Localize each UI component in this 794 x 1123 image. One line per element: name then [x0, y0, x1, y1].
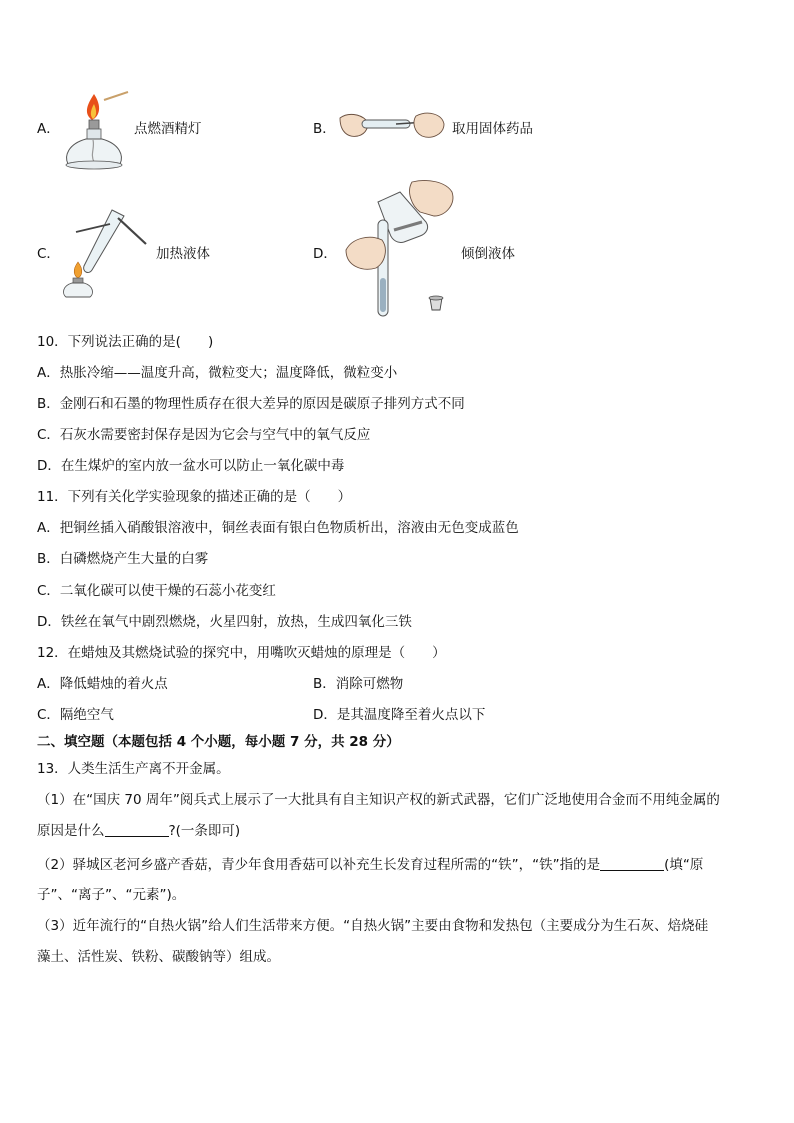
answer-blank-2[interactable]	[600, 856, 664, 871]
pouring-liquid-icon	[342, 178, 464, 320]
answer-blank-1[interactable]	[105, 822, 169, 837]
option-a: A．降低蜡烛的着火点	[37, 676, 168, 692]
option-label: 取用固体药品	[452, 121, 533, 137]
part-2-line-1	[37, 856, 703, 874]
question-stem: 10．下列说法正确的是( )	[37, 334, 214, 350]
option-letter: D．	[313, 246, 337, 262]
section-heading: 二、填空题（本题包括 4 个小题，每小题 7 分，共 28 分）	[37, 734, 400, 750]
part-3-line-2: 藻土、活性炭、铁粉、碳酸钠等）组成。	[37, 949, 280, 965]
part-2-text-b: (填“原	[664, 857, 704, 873]
option-c: C．二氧化碳可以使干燥的石蕊小花变红	[37, 583, 276, 599]
option-label: 加热液体	[156, 246, 210, 262]
part-2-text-a: （2）驿城区老河乡盛产香菇，青少年食用香菇可以补充生长发育过程所需的“铁”，“铁”指的是	[37, 857, 601, 873]
part-1-text-a: 原因是什么	[37, 823, 105, 839]
option-a: A．热胀冷缩——温度升高，微粒变大；温度降低，微粒变小	[37, 365, 398, 381]
part-1-line-1: （1）在“国庆 70 周年”阅兵式上展示了一大批具有自主知识产权的新式武器，它们广泛地使用合金而不用纯金属的	[37, 792, 720, 808]
question-stem: 11．下列有关化学实验现象的描述正确的是（ ）	[37, 489, 352, 505]
option-b: B．白磷燃烧产生大量的白雾	[37, 551, 209, 567]
heating-liquid-icon	[62, 204, 156, 300]
option-d: D．是其温度降至着火点以下	[313, 707, 486, 723]
option-c: C．石灰水需要密封保存是因为它会与空气中的氧气反应	[37, 427, 371, 443]
option-letter: B．	[313, 121, 336, 137]
option-b: B．消除可燃物	[313, 676, 404, 692]
option-label: 点燃酒精灯	[134, 121, 202, 137]
solid-reagent-icon	[336, 108, 448, 144]
question-stem: 13．人类生活生产离不开金属。	[37, 761, 230, 777]
option-letter: C．	[37, 246, 60, 262]
question-stem: 12．在蜡烛及其燃烧试验的探究中，用嘴吹灭蜡烛的原理是（ ）	[37, 645, 446, 661]
option-label: 倾倒液体	[461, 246, 515, 262]
part-1-text-b: ?(一条即可)	[168, 823, 241, 839]
option-a: A．把铜丝插入硝酸银溶液中，铜丝表面有银白色物质析出，溶液由无色变成蓝色	[37, 520, 519, 536]
part-3-line-1: （3）近年流行的“自热火锅”给人们生活带来方便。“自热火锅”主要由食物和发热包（主要成分为生石灰、焙烧硅	[37, 918, 709, 934]
option-d: D．铁丝在氧气中剧烈燃烧，火星四射，放热，生成四氧化三铁	[37, 614, 412, 630]
option-c: C．隔绝空气	[37, 707, 114, 723]
part-2-line-2: 子”、“离子”、“元素”)。	[37, 887, 186, 903]
alcohol-lamp-icon	[62, 86, 132, 174]
part-1-line-2	[37, 822, 240, 840]
option-b: B．金刚石和石墨的物理性质存在很大差异的原因是碳原子排列方式不同	[37, 396, 465, 412]
option-d: D．在生煤炉的室内放一盆水可以防止一氧化碳中毒	[37, 458, 345, 474]
option-letter: A．	[37, 121, 60, 137]
